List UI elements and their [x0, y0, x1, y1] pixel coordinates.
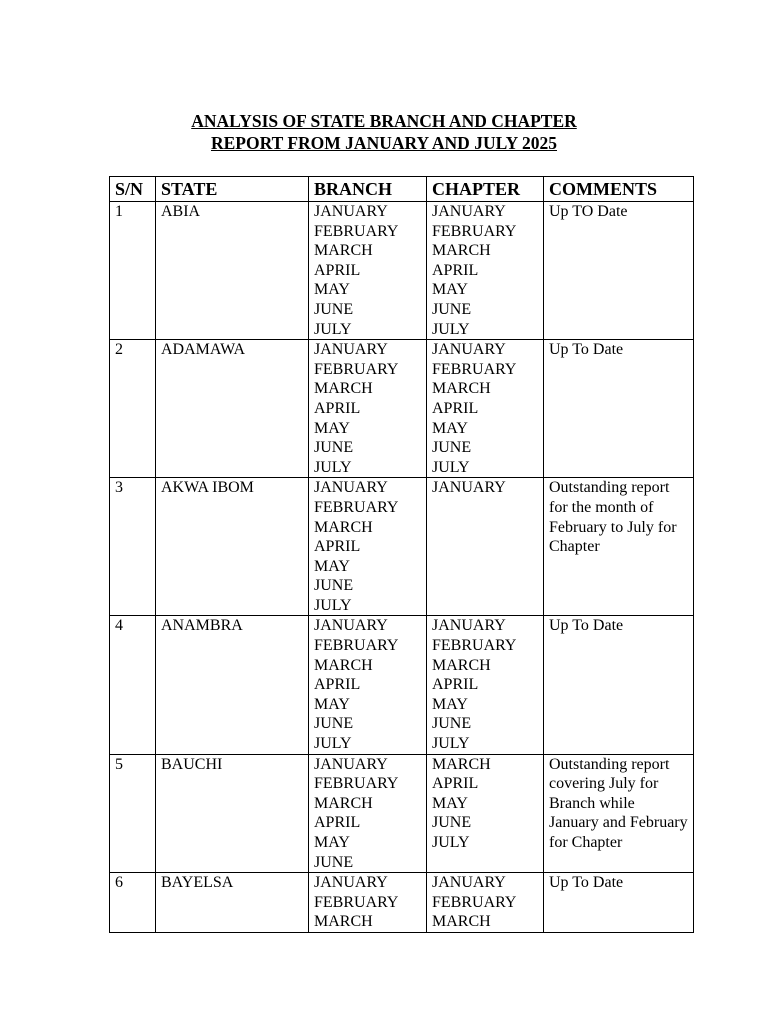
chapter-month: APRIL	[432, 261, 479, 279]
branch-month: MARCH	[314, 913, 373, 931]
chapter-month: JANUARY	[432, 874, 506, 892]
branch-month: JUNE	[314, 715, 354, 733]
chapter-month: MARCH	[432, 380, 491, 398]
branch-month: APRIL	[314, 399, 361, 417]
chapter-month: FEBRUARY	[432, 893, 517, 911]
branch-month: JUNE	[314, 577, 354, 595]
table-row	[110, 340, 694, 478]
cell-comments: Outstanding report covering July for Branch while January and February for Chapter	[544, 754, 694, 873]
branch-month: MARCH	[314, 794, 373, 812]
branch-month: MAY	[314, 419, 350, 437]
cell-branch	[309, 754, 427, 873]
cell-comments: Up TO Date	[544, 202, 694, 340]
branch-month: JULY	[314, 458, 352, 476]
chapter-month: JULY	[432, 834, 470, 851]
chapter-month: JUNE	[432, 439, 472, 457]
cell-state: BAUCHI	[156, 754, 309, 873]
chapter-month: MAY	[432, 794, 468, 812]
document-title	[0, 110, 768, 154]
branch-month: MARCH	[314, 380, 373, 398]
branch-month: MARCH	[314, 656, 373, 674]
branch-month: APRIL	[314, 261, 361, 279]
table-body	[110, 202, 694, 933]
title-line-2: REPORT FROM JANUARY AND JULY 2025	[210, 133, 558, 153]
cell-chapter	[427, 202, 544, 340]
cell-chapter	[427, 616, 544, 754]
table-header-row	[110, 177, 694, 202]
branch-month: APRIL	[314, 676, 361, 694]
cell-sn: 1	[110, 202, 156, 340]
branch-month: MAY	[314, 281, 350, 299]
chapter-month: JUNE	[432, 300, 472, 318]
branch-month: JULY	[314, 735, 352, 753]
chapter-month: APRIL	[432, 399, 479, 417]
cell-branch	[309, 616, 427, 754]
table-row	[110, 202, 694, 340]
chapter-month: MARCH	[432, 913, 491, 931]
branch-month: MAY	[314, 557, 350, 575]
branch-month: FEBRUARY	[314, 893, 399, 911]
cell-state: ABIA	[156, 202, 309, 340]
branch-month: JANUARY	[314, 874, 388, 892]
chapter-month: MARCH	[432, 755, 491, 773]
cell-comments: Up To Date	[544, 616, 694, 754]
chapter-month: APRIL	[432, 775, 479, 793]
cell-chapter	[427, 873, 544, 933]
cell-state: ADAMAWA	[156, 340, 309, 478]
cell-state: AKWA IBOM	[156, 478, 309, 616]
cell-sn: 2	[110, 340, 156, 478]
cell-state: ANAMBRA	[156, 616, 309, 754]
cell-comments: Outstanding report for the month of February to July for Chapter	[544, 478, 694, 616]
chapter-month: JUNE	[432, 715, 472, 733]
branch-month: MAY	[314, 695, 350, 713]
header-branch: BRANCH	[309, 177, 427, 202]
branch-month: FEBRUARY	[314, 637, 399, 655]
chapter-month: JANUARY	[432, 341, 506, 359]
cell-branch	[309, 478, 427, 616]
cell-sn: 3	[110, 478, 156, 616]
chapter-month: FEBRUARY	[432, 637, 517, 655]
branch-month: APRIL	[314, 814, 361, 832]
table-row	[110, 873, 694, 933]
chapter-month: JANUARY	[432, 479, 506, 497]
branch-month: JUNE	[314, 439, 354, 457]
chapter-month: FEBRUARY	[432, 360, 517, 378]
cell-sn: 4	[110, 616, 156, 754]
chapter-month: MAY	[432, 419, 468, 437]
chapter-month: JULY	[432, 320, 470, 338]
cell-chapter	[427, 340, 544, 478]
branch-month: MAY	[314, 834, 350, 851]
branch-month: JANUARY	[314, 617, 388, 635]
branch-month: FEBRUARY	[314, 222, 399, 240]
chapter-month: MARCH	[432, 242, 491, 260]
cell-branch	[309, 202, 427, 340]
cell-branch	[309, 873, 427, 933]
header-sn: S/N	[110, 177, 156, 202]
branch-month: JULY	[314, 320, 352, 338]
chapter-month: JULY	[432, 458, 470, 476]
branch-month: JUNE	[314, 853, 354, 871]
cell-branch	[309, 340, 427, 478]
cell-comments: Up To Date	[544, 873, 694, 933]
cell-chapter	[427, 754, 544, 873]
chapter-month: MAY	[432, 281, 468, 299]
branch-month: JANUARY	[314, 203, 388, 220]
header-state: STATE	[156, 177, 309, 202]
branch-month: JUNE	[314, 300, 354, 318]
chapter-month: JUNE	[432, 814, 472, 832]
table-row	[110, 478, 694, 616]
branch-month: MARCH	[314, 518, 373, 536]
branch-month: FEBRUARY	[314, 498, 399, 516]
chapter-month: MAY	[432, 695, 468, 713]
chapter-month: JANUARY	[432, 203, 506, 220]
cell-chapter	[427, 478, 544, 616]
branch-month: FEBRUARY	[314, 775, 399, 793]
header-chapter: CHAPTER	[427, 177, 544, 202]
table-row	[110, 616, 694, 754]
chapter-month: MARCH	[432, 656, 491, 674]
branch-month: JANUARY	[314, 341, 388, 359]
chapter-month: JULY	[432, 735, 470, 753]
report-table	[109, 176, 694, 933]
branch-month: FEBRUARY	[314, 360, 399, 378]
table-row	[110, 754, 694, 873]
header-comments: COMMENTS	[544, 177, 694, 202]
branch-month: JANUARY	[314, 479, 388, 497]
title-line-1: ANALYSIS OF STATE BRANCH AND CHAPTER	[191, 111, 577, 131]
branch-month: APRIL	[314, 538, 361, 556]
cell-sn: 6	[110, 873, 156, 933]
cell-comments: Up To Date	[544, 340, 694, 478]
branch-month: JULY	[314, 596, 352, 614]
cell-sn: 5	[110, 754, 156, 873]
chapter-month: APRIL	[432, 676, 479, 694]
chapter-month: FEBRUARY	[432, 222, 517, 240]
cell-state: BAYELSA	[156, 873, 309, 933]
branch-month: JANUARY	[314, 755, 388, 773]
chapter-month: JANUARY	[432, 617, 506, 635]
branch-month: MARCH	[314, 242, 373, 260]
